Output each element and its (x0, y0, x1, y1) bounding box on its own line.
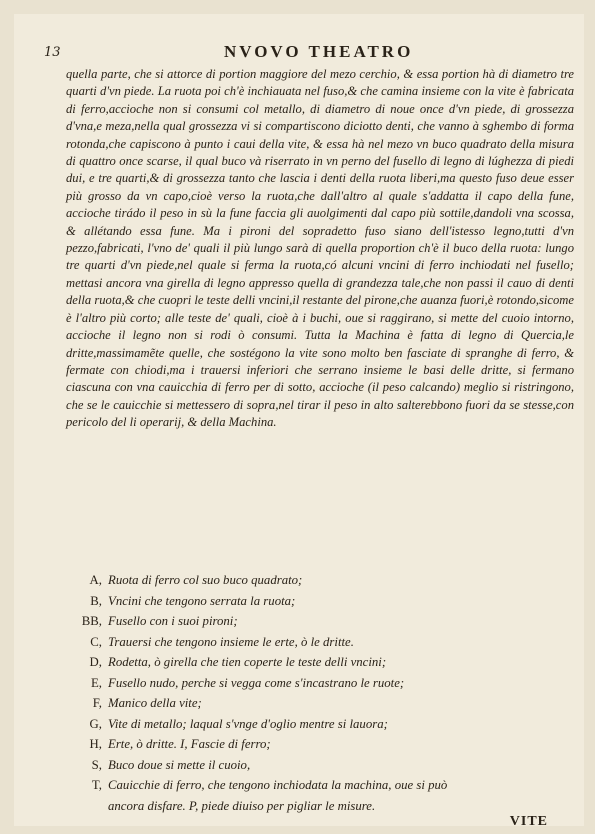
legend-item (74, 775, 574, 796)
legend-item (74, 693, 574, 714)
legend-key: E, (90, 675, 102, 690)
legend-text: Erte, ò dritte. I, Fascie di ferro; (108, 737, 271, 751)
legend-text: Fusello con i suoi pironi; (108, 614, 238, 628)
legend-text: Ruota di ferro col suo buco quadrato; (108, 573, 303, 587)
legend-text: Buco doue si mette il cuoio, (108, 757, 251, 772)
legend-key: T, (91, 778, 102, 792)
legend-text: Fusello nudo, perche si vegga come s'incastrano le ruote; (108, 675, 405, 690)
legend-text: Vncini che tengono serrata la ruota; (108, 593, 296, 608)
legend-key: BB, (81, 614, 102, 628)
legend-item (74, 591, 574, 612)
legend-key: H, (89, 737, 102, 751)
legend-key: D, (89, 655, 102, 669)
legend-item (74, 652, 574, 673)
paragraph-text: quella parte, che si attorce di portion maggiore del mezo cerchio, & essa portion hà di diametro tre quarti d'vn piede. La ruota poi ch'è inchiauata nel fuso,& che camina insieme con la vite è fabricata di ferro,accioche non si consumi col metallo, di diametro di noue once d'vn piede, di grossezza d'vna,e meza,nella qual grossezza vi si compartiscono diciotto denti, che vanno à sghembo di forma rotonda,che capiscono à punto i caui della vite, & essa hà nel mezo vn buco quadrato della misura di quattro once scarse, il qual buco và riserrato in vn perno del fusello di legno di lúghezza di piedi dui, e tre quarti,& di grossezza tanto che lascia i denti della ruota liberi,ma questo fuso deue esser più grosso da vn capo,cioè verso la ruota,che dall'altro al quale s'addatta il capo della fune, accioche tirádo il peso in sù la fune faccia gli auolgimenti dal capo più sottile,dandoli vna scossa, & allétando essa fune. Ma i pironi del sopradetto fuso siano dell'istesso legno,tutti d'vn pezzo,fabricati, l'vno de' quali il più lungo sarà di quella proportion ch'è il buco della ruota: lungo tre quarti d'vn piede,nel quale si ferma la ruota,có alcuni vncini di ferro inchiodati nel fusello; mettasi ancora vna girella di legno appresso quella di grandezza tale,che non passi il cauo di denti della ruota,& che cuopri le teste delli vncini,il restante del pirone,che auanza fuori,è rotondo,sicome è l'altro più corto; alle teste de' quali, cioè à i buchi, oue si raggirano, si mette del cuoio intorno, accioche il legno non si rodi ò consumi. Tutta la Machina è fatta di legno di Quercia,le dritte,massimamẽte quelle, che sostégono la vite sono molto ben fasciate di spranghe di ferro, & fermate con chiodi,ma i trauersi inferiori che serrano insieme le basi delle dritte, si fermano ciascuna con vna cauicchia di ferro per di sotto, accioche (il peso calcando) meglio si ristringono, che se le cauicchie si mettessero di sopra,nel tirar il peso in alto salterebbono fuori da se stesse,con pericolo del li operarij, & della Machina. (66, 67, 574, 430)
legend-text: Manico della vite; (108, 696, 202, 710)
running-header (44, 42, 564, 66)
legend-item (74, 734, 574, 755)
main-paragraph (66, 66, 574, 432)
legend-item (74, 611, 574, 632)
legend-key: A, (89, 573, 102, 587)
legend-key: S, (91, 757, 102, 772)
legend-text: Rodetta, ò girella che tien coperte le teste delli vncini; (108, 655, 387, 669)
legend-text: ancora disfare. P, piede diuiso per pigliar le misure. (108, 798, 376, 813)
legend-text: Cauicchie di ferro, che tengono inchiodata la machina, oue si può (108, 778, 448, 792)
figure-legend (74, 570, 574, 816)
legend-item (74, 632, 574, 653)
legend-key: B, (90, 593, 102, 608)
legend-item (74, 570, 574, 591)
book-page (14, 14, 584, 829)
legend-item (74, 673, 574, 694)
legend-key: F, (92, 696, 102, 710)
page-number: 13 (44, 45, 61, 60)
catchword: VITE (509, 814, 548, 829)
legend-item (74, 714, 574, 735)
legend-text: Trauersi che tengono insieme le erte, ò le dritte. (108, 634, 354, 649)
legend-key: G, (89, 716, 102, 731)
legend-item (74, 755, 574, 776)
running-title: NVOVO THEATRO (224, 42, 414, 61)
legend-key: C, (90, 634, 102, 649)
legend-text: Vite di metallo; laqual s'vnge d'oglio mentre si lauora; (108, 716, 388, 731)
legend-item (74, 796, 574, 817)
